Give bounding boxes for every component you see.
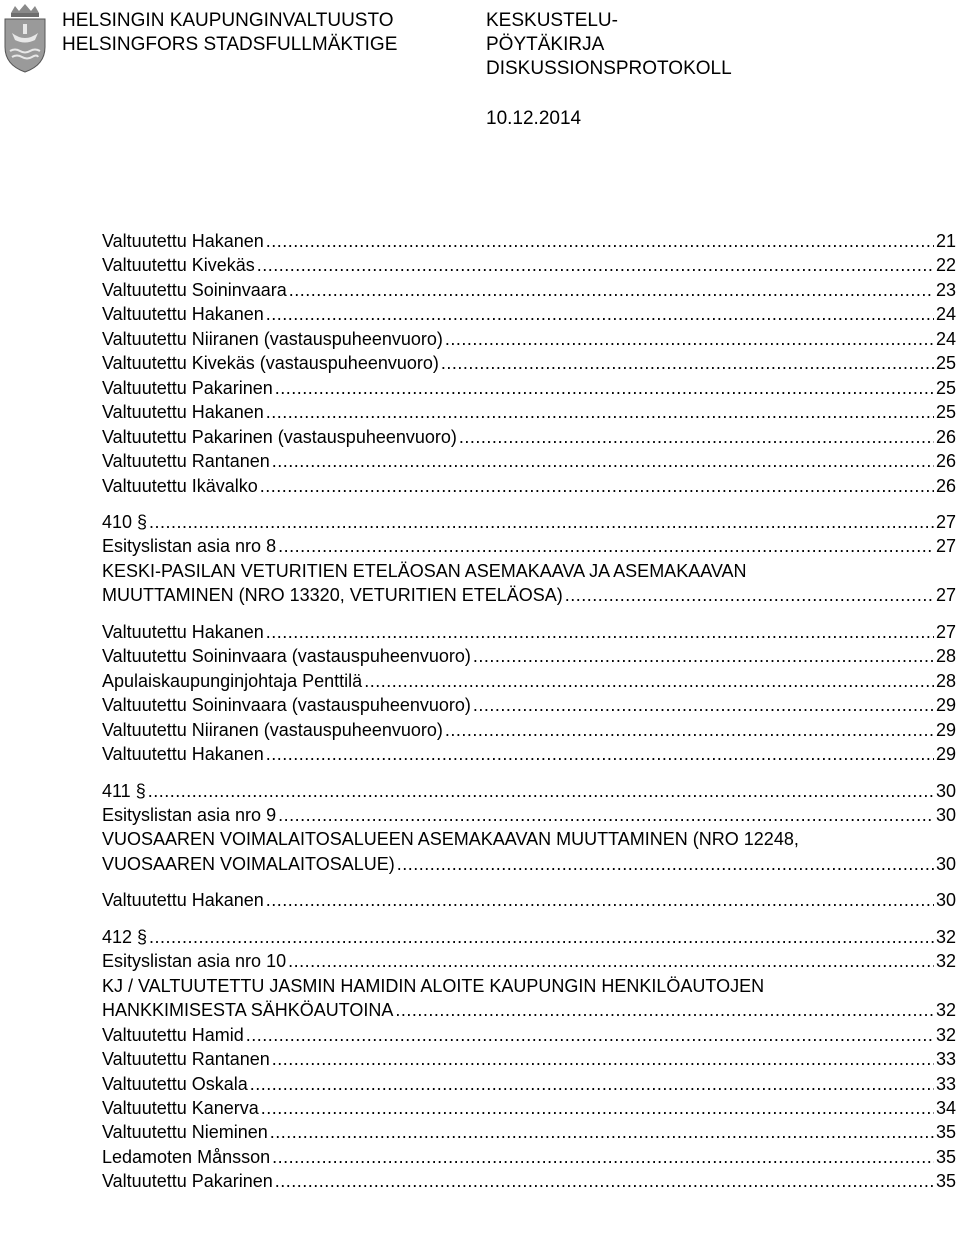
toc-entry[interactable]: [102, 925, 956, 949]
toc-page-number: 29: [935, 695, 956, 716]
toc-page-number: 27: [935, 621, 956, 642]
toc-page-number: 28: [935, 670, 956, 691]
toc-entry-title: Valtuutettu Rantanen: [102, 1049, 270, 1070]
toc-entry[interactable]: [102, 229, 956, 253]
toc-entry[interactable]: [102, 949, 956, 973]
table-of-contents: [102, 229, 956, 1194]
toc-entry[interactable]: [102, 474, 956, 498]
toc-entry[interactable]: [102, 1023, 956, 1047]
toc-entry-title: Valtuutettu Hakanen: [102, 890, 264, 911]
toc-dot-leader: [459, 425, 934, 449]
toc-entry-row: [102, 583, 956, 607]
toc-entry-title: Ledamoten Månsson: [102, 1146, 271, 1167]
toc-page-number: 27: [935, 585, 956, 606]
toc-entry-title: Valtuutettu Niiranen (vastauspuheenvuoro): [102, 328, 443, 349]
toc-entry-title: Valtuutettu Hamid: [102, 1024, 244, 1045]
toc-entry-row: [102, 888, 956, 912]
organization-name: [62, 9, 397, 57]
toc-dot-leader: [441, 351, 934, 375]
toc-dot-leader: [260, 474, 934, 498]
toc-entry-row: [102, 620, 956, 644]
toc-dot-leader: [565, 583, 934, 607]
document-type: [486, 9, 732, 81]
toc-entry-row: [102, 1072, 956, 1096]
toc-entry[interactable]: [102, 449, 956, 473]
toc-entry-title: Valtuutettu Pakarinen: [102, 377, 273, 398]
toc-entry-title-line: VUOSAAREN VOIMALAITOSALUEEN ASEMAKAAVAN MUUTTAMINEN (NRO 12248,: [102, 829, 799, 850]
toc-entry-title: Valtuutettu Hakanen: [102, 744, 264, 765]
toc-entry-title: 412 §: [102, 926, 148, 947]
doc-type-line-2: PÖYTÄKIRJA: [486, 34, 605, 55]
toc-entry-title: MUUTTAMINEN (NRO 13320, VETURITIEN ETELÄOSA): [102, 585, 563, 606]
toc-page-number: 30: [935, 890, 956, 911]
toc-dot-leader: [270, 1120, 934, 1144]
toc-dot-leader: [272, 1047, 934, 1071]
toc-dot-leader: [445, 327, 934, 351]
toc-entry[interactable]: [102, 400, 956, 424]
toc-dot-leader: [266, 229, 934, 253]
toc-entry[interactable]: [102, 803, 956, 827]
toc-page-number: 22: [935, 255, 956, 276]
toc-dot-leader: [266, 742, 934, 766]
toc-page-number: 32: [935, 1000, 956, 1021]
toc-entry-row: [102, 253, 956, 277]
toc-entry-row: [102, 1145, 956, 1169]
page-header: [0, 0, 960, 140]
toc-entry-row: [102, 693, 956, 717]
toc-entry-row: [102, 803, 956, 827]
toc-entry-row: [102, 949, 956, 973]
toc-entry-row: [102, 229, 956, 253]
toc-entry[interactable]: [102, 644, 956, 668]
toc-entry-row: [102, 449, 956, 473]
toc-page-number: 26: [935, 451, 956, 472]
toc-page-number: 26: [935, 475, 956, 496]
toc-entry[interactable]: [102, 1072, 956, 1096]
toc-entry-row: [102, 425, 956, 449]
toc-entry-row: [102, 376, 956, 400]
toc-entry-row: [102, 1096, 956, 1120]
toc-entry[interactable]: [102, 742, 956, 766]
toc-entry[interactable]: [102, 534, 956, 558]
toc-entry[interactable]: [102, 718, 956, 742]
toc-entry[interactable]: [102, 669, 956, 693]
toc-page-number: 29: [935, 719, 956, 740]
toc-page-number: 35: [935, 1146, 956, 1167]
toc-entry[interactable]: [102, 278, 956, 302]
toc-page-number: 27: [935, 511, 956, 532]
toc-entry[interactable]: [102, 559, 956, 608]
toc-dot-leader: [395, 998, 934, 1022]
toc-entry[interactable]: [102, 351, 956, 375]
toc-page-number: 26: [935, 426, 956, 447]
org-name-finnish: HELSINGIN KAUPUNGINVALTUUSTO: [62, 10, 394, 31]
toc-entry-title: Valtuutettu Hakanen: [102, 231, 264, 251]
toc-entry[interactable]: [102, 1047, 956, 1071]
toc-dot-leader: [473, 644, 934, 668]
toc-entry[interactable]: [102, 693, 956, 717]
toc-page-number: 23: [935, 279, 956, 300]
toc-entry[interactable]: [102, 827, 956, 876]
toc-entry-title: Esityslistan asia nro 9: [102, 804, 277, 825]
toc-entry-title: Valtuutettu Kivekäs: [102, 255, 255, 276]
toc-dot-leader: [257, 253, 934, 277]
toc-entry[interactable]: [102, 1169, 956, 1193]
toc-entry[interactable]: [102, 1120, 956, 1144]
toc-page-number: 32: [935, 951, 956, 972]
toc-entry-title-line: KESKI-PASILAN VETURITIEN ETELÄOSAN ASEMAKAAVA JA ASEMAKAAVAN: [102, 560, 747, 581]
toc-entry-title: 410 §: [102, 511, 148, 532]
toc-dot-leader: [278, 803, 934, 827]
toc-entry-title: HANKKIMISESTA SÄHKÖAUTOINA: [102, 1000, 394, 1021]
toc-dot-leader: [473, 693, 934, 717]
toc-entry-row: [102, 302, 956, 326]
toc-entry-title: Valtuutettu Pakarinen (vastauspuheenvuoro): [102, 426, 457, 447]
toc-entry-title: Esityslistan asia nro 10: [102, 951, 287, 972]
toc-dot-leader: [278, 534, 934, 558]
helsinki-coat-of-arms-icon: [3, 3, 47, 73]
toc-entry-row: [102, 327, 956, 351]
toc-entry-row: [102, 852, 956, 876]
toc-entry-title: Valtuutettu Rantanen: [102, 451, 270, 472]
toc-dot-leader: [445, 718, 934, 742]
toc-dot-leader: [266, 888, 934, 912]
toc-page-number: 34: [935, 1097, 956, 1118]
toc-entry[interactable]: [102, 253, 956, 277]
toc-page-number: 25: [935, 402, 956, 423]
toc-page-number: 27: [935, 536, 956, 557]
toc-entry-title: Valtuutettu Ikävalko: [102, 475, 258, 496]
toc-dot-leader: [149, 925, 934, 949]
toc-page-number: 32: [935, 1024, 956, 1045]
toc-dot-leader: [148, 779, 934, 803]
toc-page-number: 35: [935, 1171, 956, 1192]
toc-dot-leader: [272, 1145, 934, 1169]
toc-page-number: 33: [935, 1073, 956, 1094]
toc-entry-row: [102, 474, 956, 498]
toc-dot-leader: [289, 278, 934, 302]
toc-dot-leader: [266, 620, 934, 644]
toc-entry[interactable]: [102, 620, 956, 644]
toc-entry[interactable]: [102, 510, 956, 534]
toc-dot-leader: [397, 852, 934, 876]
toc-entry-row: [102, 1023, 956, 1047]
doc-type-line-1: KESKUSTELU-: [486, 10, 618, 31]
toc-entry[interactable]: [102, 1145, 956, 1169]
toc-entry-title-line: KJ / VALTUUTETTU JASMIN HAMIDIN ALOITE KAUPUNGIN HENKILÖAUTOJEN: [102, 975, 765, 996]
toc-entry-row: [102, 644, 956, 668]
toc-entry[interactable]: [102, 302, 956, 326]
toc-entry-title: Valtuutettu Kanerva: [102, 1097, 259, 1118]
toc-entry-title: Valtuutettu Hakanen: [102, 621, 264, 642]
toc-page-number: 33: [935, 1049, 956, 1070]
doc-type-line-3: DISKUSSIONSPROTOKOLL: [486, 58, 732, 79]
toc-page-number: 30: [935, 780, 956, 801]
toc-entry[interactable]: [102, 888, 956, 912]
toc-page-number: 28: [935, 646, 956, 667]
org-name-swedish: HELSINGFORS STADSFULLMÄKTIGE: [62, 34, 398, 55]
toc-entry[interactable]: [102, 327, 956, 351]
toc-entry-row: [102, 510, 956, 534]
toc-entry-title: Valtuutettu Nieminen: [102, 1122, 268, 1143]
toc-entry-title: VUOSAAREN VOIMALAITOSALUE): [102, 853, 395, 874]
toc-entry-title: Esityslistan asia nro 8: [102, 536, 277, 557]
toc-entry-row: [102, 534, 956, 558]
toc-dot-leader: [149, 510, 934, 534]
toc-dot-leader: [275, 1169, 934, 1193]
toc-entry-row: [102, 669, 956, 693]
toc-entry-title: Valtuutettu Soininvaara: [102, 279, 287, 300]
toc-dot-leader: [246, 1023, 934, 1047]
document-date: 10.12.2014: [486, 108, 582, 129]
toc-dot-leader: [261, 1096, 934, 1120]
toc-dot-leader: [364, 669, 934, 693]
toc-entry[interactable]: [102, 1096, 956, 1120]
toc-page-number: 24: [935, 304, 956, 325]
toc-page-number: 32: [935, 926, 956, 947]
toc-dot-leader: [266, 302, 934, 326]
toc-page-number: 35: [935, 1122, 956, 1143]
toc-entry-row: [102, 1047, 956, 1071]
toc-page-number: 29: [935, 744, 956, 765]
toc-page-number: 24: [935, 328, 956, 349]
toc-entry[interactable]: [102, 376, 956, 400]
toc-entry-title: Apulaiskaupunginjohtaja Penttilä: [102, 670, 363, 691]
toc-entry-row: [102, 925, 956, 949]
toc-entry-row: [102, 1120, 956, 1144]
toc-entry-row: [102, 779, 956, 803]
toc-dot-leader: [250, 1072, 934, 1096]
toc-entry-title: Valtuutettu Oskala: [102, 1073, 248, 1094]
toc-page-number: 21: [935, 231, 956, 251]
toc-entry-title: Valtuutettu Soininvaara (vastauspuheenvuoro): [102, 695, 471, 716]
toc-entry-row: [102, 351, 956, 375]
toc-entry[interactable]: [102, 425, 956, 449]
toc-entry-row: [102, 400, 956, 424]
toc-page-number: 30: [935, 804, 956, 825]
toc-dot-leader: [272, 449, 934, 473]
toc-entry-row: [102, 742, 956, 766]
toc-entry-row: [102, 998, 956, 1022]
toc-page-number: 25: [935, 353, 956, 374]
toc-entry-title: Valtuutettu Niiranen (vastauspuheenvuoro): [102, 719, 443, 740]
toc-entry[interactable]: [102, 779, 956, 803]
toc-page-number: 30: [935, 853, 956, 874]
toc-entry[interactable]: [102, 974, 956, 1023]
toc-entry-row: [102, 1169, 956, 1193]
toc-entry-title: Valtuutettu Hakanen: [102, 402, 264, 423]
toc-entry-row: [102, 718, 956, 742]
toc-entry-title: Valtuutettu Hakanen: [102, 304, 264, 325]
toc-entry-title: Valtuutettu Kivekäs (vastauspuheenvuoro): [102, 353, 439, 374]
toc-entry-title: Valtuutettu Soininvaara (vastauspuheenvuoro): [102, 646, 471, 667]
toc-entry-row: [102, 278, 956, 302]
toc-dot-leader: [275, 376, 934, 400]
toc-entry-title: 411 §: [102, 780, 146, 801]
toc-entry-title: Valtuutettu Pakarinen: [102, 1171, 273, 1192]
toc-dot-leader: [288, 949, 934, 973]
toc-page-number: 25: [935, 377, 956, 398]
toc-dot-leader: [266, 400, 934, 424]
